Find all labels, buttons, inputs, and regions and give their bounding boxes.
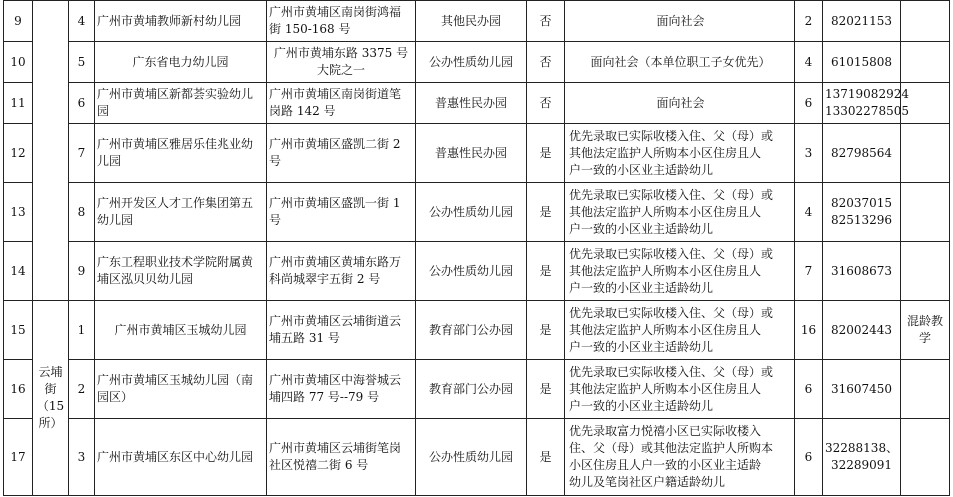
school-name: 广州市黄埔区雅居乐佳兆业幼 儿园 [95, 124, 267, 183]
sub-number: 5 [69, 42, 95, 83]
class-count: 4 [795, 42, 823, 83]
sub-number: 8 [69, 183, 95, 242]
table-row [4, 183, 950, 242]
row-number: 15 [4, 301, 33, 360]
priority-flag: 否 [527, 42, 565, 83]
kindergarten-table [3, 0, 950, 496]
priority-flag: 是 [527, 419, 565, 496]
priority-flag: 是 [527, 242, 565, 301]
contact-phone: 82002443 [823, 301, 901, 360]
contact-phone: 31607450 [823, 360, 901, 419]
class-count: 6 [795, 419, 823, 496]
priority-flag: 是 [527, 360, 565, 419]
contact-phone: 82798564 [823, 124, 901, 183]
remark [901, 1, 950, 42]
row-number: 12 [4, 124, 33, 183]
school-type: 公办性质幼儿园 [416, 242, 527, 301]
school-type: 教育部门公办园 [416, 301, 527, 360]
enrollment-requirement: 面向社会（本单位职工子女优先） [565, 42, 795, 83]
sub-number: 9 [69, 242, 95, 301]
school-name: 广州市黄埔区玉城幼儿园 [95, 301, 267, 360]
enrollment-requirement: 面向社会 [565, 1, 795, 42]
enrollment-requirement: 面向社会 [565, 83, 795, 124]
class-count: 2 [795, 1, 823, 42]
remark [901, 42, 950, 83]
school-address: 广州市黄埔区黄埔东路万 科尚城翠宇五街 2 号 [267, 242, 416, 301]
class-count: 6 [795, 360, 823, 419]
school-address: 广州市黄埔区云埔街道云 埔五路 31 号 [267, 301, 416, 360]
row-number: 14 [4, 242, 33, 301]
priority-flag: 是 [527, 124, 565, 183]
enrollment-requirement: 优先录取富力悦禧小区已实际收楼入 住、父（母）或其他法定监护人所购本 小区住房且人户一致的小区业主适龄 幼儿及笔岗社区户籍适龄幼儿 [565, 419, 795, 496]
school-address: 广州市黄埔区中海誉城云 埔四路 77 号--79 号 [267, 360, 416, 419]
school-name: 广州市黄埔区玉城幼儿园（南 园区） [95, 360, 267, 419]
remark [901, 124, 950, 183]
school-type: 公办性质幼儿园 [416, 42, 527, 83]
priority-flag: 是 [527, 301, 565, 360]
row-number: 17 [4, 419, 33, 496]
contact-phone: 61015808 [823, 42, 901, 83]
school-address: 广州市黄埔区南岗街鸿福 街 150-168 号 [267, 1, 416, 42]
priority-flag: 否 [527, 1, 565, 42]
remark [901, 183, 950, 242]
school-name: 广州开发区人才工作集团第五 幼儿园 [95, 183, 267, 242]
enrollment-requirement: 优先录取已实际收楼入住、父（母）或 其他法定监护人所购本小区住房且人 户一致的小区业主适龄幼儿 [565, 183, 795, 242]
remark [901, 419, 950, 496]
table-row [4, 301, 950, 360]
table-row [4, 419, 950, 496]
row-number: 11 [4, 83, 33, 124]
table-row [4, 242, 950, 301]
school-name: 广州市黄埔区东区中心幼儿园 [95, 419, 267, 496]
sub-number: 4 [69, 1, 95, 42]
enrollment-requirement: 优先录取已实际收楼入住、父（母）或 其他法定监护人所购本小区住房且人 户一致的小区业主适龄幼儿 [565, 242, 795, 301]
sub-number: 3 [69, 419, 95, 496]
sub-number: 2 [69, 360, 95, 419]
school-name: 广州市黄埔区新都荟实验幼儿 园 [95, 83, 267, 124]
school-type: 公办性质幼儿园 [416, 183, 527, 242]
school-type: 普惠性民办园 [416, 124, 527, 183]
school-address: 广州市黄埔区南岗街道笔 岗路 142 号 [267, 83, 416, 124]
contact-phone: 82021153 [823, 1, 901, 42]
enrollment-requirement: 优先录取已实际收楼入住、父（母）或 其他法定监护人所购本小区住房且人 户一致的小区业主适龄幼儿 [565, 301, 795, 360]
enrollment-requirement: 优先录取已实际收楼入住、父（母）或 其他法定监护人所购本小区住房且人 户一致的小区业主适龄幼儿 [565, 360, 795, 419]
school-address: 广州市黄埔区盛凯一街 1 号 [267, 183, 416, 242]
school-address: 广州市黄埔区云埔街笔岗 社区悦禧二街 6 号 [267, 419, 416, 496]
table-row [4, 83, 950, 124]
school-address: 广州市黄埔东路 3375 号 大院之一 [267, 42, 416, 83]
row-number: 16 [4, 360, 33, 419]
school-type: 公办性质幼儿园 [416, 419, 527, 496]
sub-number: 7 [69, 124, 95, 183]
district-group-label: 云埔 街 （15 所） [33, 301, 69, 496]
remark: 混龄教学 [901, 301, 950, 360]
class-count: 6 [795, 83, 823, 124]
contact-phone: 31608673 [823, 242, 901, 301]
remark [901, 242, 950, 301]
remark [901, 360, 950, 419]
row-number: 10 [4, 42, 33, 83]
contact-phone: 82037015 82513296 [823, 183, 901, 242]
school-name: 广州市黄埔教师新村幼儿园 [95, 1, 267, 42]
table-row [4, 42, 950, 83]
sub-number: 1 [69, 301, 95, 360]
class-count: 4 [795, 183, 823, 242]
contact-phone: 13719082924 13302278505 [823, 83, 901, 124]
row-number: 9 [4, 1, 33, 42]
table-row [4, 1, 950, 42]
class-count: 3 [795, 124, 823, 183]
school-type: 普惠性民办园 [416, 83, 527, 124]
priority-flag: 否 [527, 83, 565, 124]
enrollment-requirement: 优先录取已实际收楼入住、父（母）或 其他法定监护人所购本小区住房且人 户一致的小区业主适龄幼儿 [565, 124, 795, 183]
table-row [4, 124, 950, 183]
priority-flag: 是 [527, 183, 565, 242]
district-cell-empty [33, 1, 69, 301]
school-name: 广东工程职业技术学院附属黄 埔区泓贝贝幼儿园 [95, 242, 267, 301]
class-count: 16 [795, 301, 823, 360]
school-name: 广东省电力幼儿园 [95, 42, 267, 83]
sub-number: 6 [69, 83, 95, 124]
class-count: 7 [795, 242, 823, 301]
row-number: 13 [4, 183, 33, 242]
table-row [4, 360, 950, 419]
school-type: 教育部门公办园 [416, 360, 527, 419]
school-address: 广州市黄埔区盛凯二街 2 号 [267, 124, 416, 183]
contact-phone: 32288138、 32289091 [823, 419, 901, 496]
school-type: 其他民办园 [416, 1, 527, 42]
